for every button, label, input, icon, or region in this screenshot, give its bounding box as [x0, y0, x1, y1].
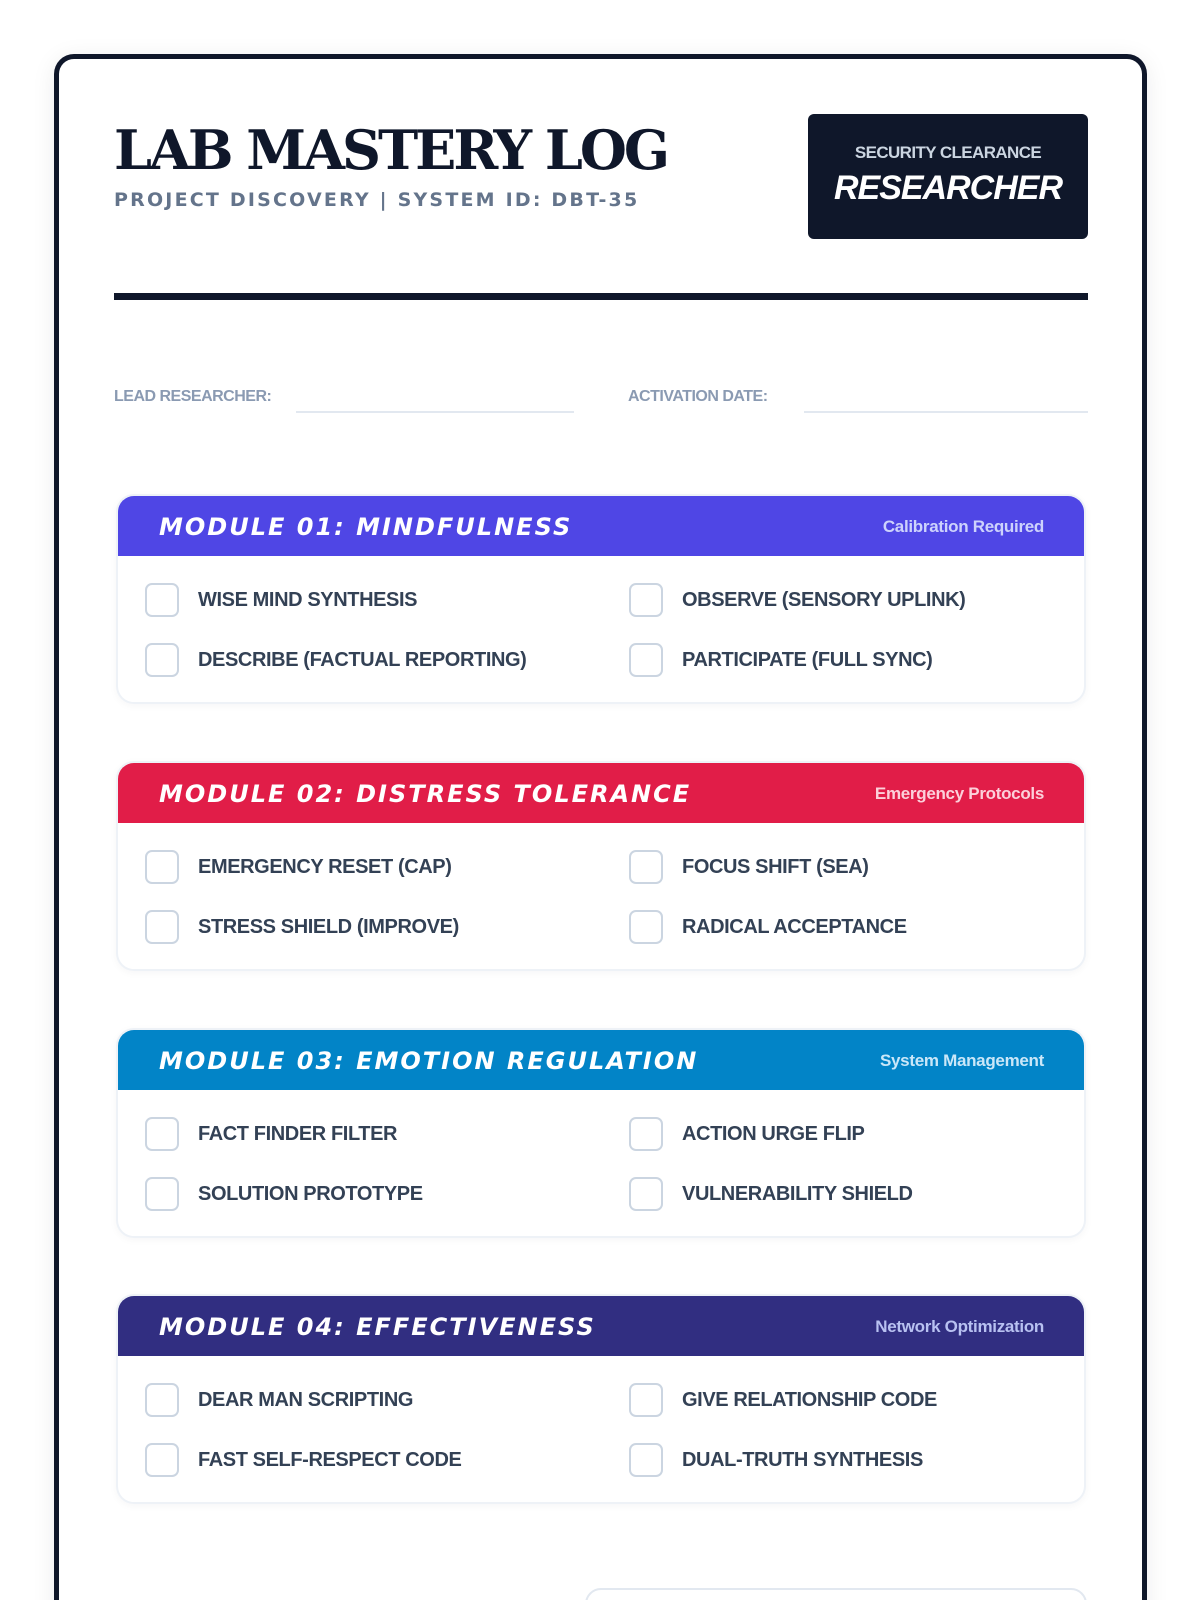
skill-label: EMERGENCY RESET (CAP): [198, 856, 452, 878]
footer-card: [585, 1588, 1087, 1600]
module-header: [118, 763, 1084, 823]
clearance-value: RESEARCHER: [833, 169, 1063, 207]
module-note: Network Optimization: [875, 1317, 1044, 1336]
lead-researcher-label: LEAD RESEARCHER:: [114, 388, 272, 405]
skill-label: OBSERVE (SENSORY UPLINK): [682, 589, 966, 611]
module-title: MODULE 03: EMOTION REGULATION: [159, 1047, 699, 1075]
module-header: [118, 1030, 1084, 1090]
skill-label: DEAR MAN SCRIPTING: [198, 1389, 414, 1411]
skill-item[interactable]: [629, 1443, 923, 1477]
skill-item[interactable]: [145, 643, 526, 677]
skill-label: RADICAL ACCEPTANCE: [682, 916, 907, 938]
module-card-emotion-regulation: [116, 1028, 1086, 1238]
checkbox[interactable]: [629, 1443, 663, 1477]
checkbox[interactable]: [145, 1443, 179, 1477]
header-divider: [114, 293, 1088, 300]
skill-label: VULNERABILITY SHIELD: [682, 1183, 913, 1205]
activation-date-field[interactable]: [804, 411, 1088, 413]
checkbox[interactable]: [629, 583, 663, 617]
skill-label: FAST SELF-RESPECT CODE: [198, 1449, 462, 1471]
checkbox[interactable]: [145, 1177, 179, 1211]
skill-item[interactable]: [629, 583, 965, 617]
checkbox[interactable]: [145, 850, 179, 884]
skill-label: WISE MIND SYNTHESIS: [198, 589, 418, 611]
module-card-distress-tolerance: [116, 761, 1086, 971]
skill-item[interactable]: [145, 583, 417, 617]
checkbox[interactable]: [629, 1177, 663, 1211]
module-title: MODULE 01: MINDFULNESS: [159, 513, 573, 541]
checkbox[interactable]: [145, 910, 179, 944]
page-subtitle: PROJECT DISCOVERY | SYSTEM ID: DBT-35: [114, 189, 640, 211]
skill-item[interactable]: [145, 1117, 397, 1151]
skill-label: FOCUS SHIFT (SEA): [682, 856, 869, 878]
checkbox[interactable]: [629, 910, 663, 944]
module-note: Calibration Required: [882, 517, 1044, 536]
skill-label: ACTION URGE FLIP: [682, 1123, 865, 1145]
skill-item[interactable]: [629, 850, 869, 884]
skill-item[interactable]: [629, 1383, 937, 1417]
skill-item[interactable]: [629, 910, 907, 944]
checkbox[interactable]: [629, 1383, 663, 1417]
module-card-mindfulness: [116, 494, 1086, 704]
skill-item[interactable]: [145, 1383, 413, 1417]
skill-item[interactable]: [145, 1177, 423, 1211]
module-title: MODULE 02: DISTRESS TOLERANCE: [159, 780, 692, 808]
module-header: [118, 1296, 1084, 1356]
skill-label: DESCRIBE (FACTUAL REPORTING): [198, 649, 527, 671]
security-clearance-badge: [808, 114, 1088, 239]
module-note: System Management: [879, 1051, 1044, 1070]
skill-item[interactable]: [145, 850, 452, 884]
activation-date-label: ACTIVATION DATE:: [628, 388, 768, 405]
checkbox[interactable]: [145, 1117, 179, 1151]
checkbox[interactable]: [145, 583, 179, 617]
skill-label: SOLUTION PROTOTYPE: [198, 1183, 423, 1205]
checkbox[interactable]: [145, 1383, 179, 1417]
module-header: [118, 496, 1084, 556]
skill-item[interactable]: [629, 1177, 913, 1211]
module-card-effectiveness: [116, 1294, 1086, 1504]
page-title: LAB MASTERY LOG: [114, 118, 668, 182]
clearance-label: SECURITY CLEARANCE: [854, 143, 1042, 162]
module-title: MODULE 04: EFFECTIVENESS: [159, 1313, 596, 1341]
skill-label: STRESS SHIELD (IMPROVE): [198, 916, 459, 938]
checkbox[interactable]: [629, 643, 663, 677]
checkbox[interactable]: [629, 1117, 663, 1151]
skill-item[interactable]: [145, 1443, 461, 1477]
skill-label: DUAL-TRUTH SYNTHESIS: [682, 1449, 923, 1471]
module-note: Emergency Protocols: [874, 784, 1044, 803]
skill-label: GIVE RELATIONSHIP CODE: [682, 1389, 937, 1411]
skill-item[interactable]: [629, 643, 932, 677]
skill-item[interactable]: [629, 1117, 865, 1151]
skill-label: FACT FINDER FILTER: [198, 1123, 398, 1145]
skill-label: PARTICIPATE (FULL SYNC): [682, 649, 933, 671]
checkbox[interactable]: [629, 850, 663, 884]
skill-item[interactable]: [145, 910, 459, 944]
lead-researcher-field[interactable]: [296, 411, 574, 413]
checkbox[interactable]: [145, 643, 179, 677]
